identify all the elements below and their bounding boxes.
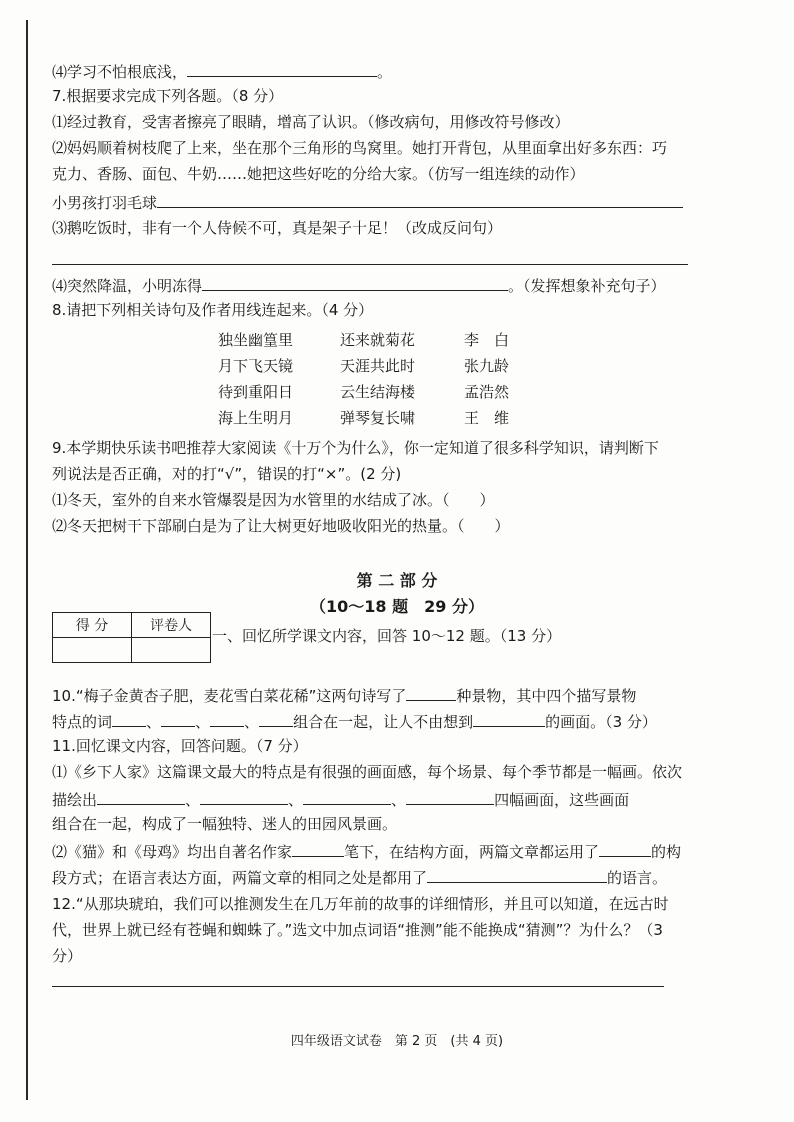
answer-blank[interactable] (97, 788, 185, 805)
poet-name-1: 李 白 (464, 331, 510, 349)
q10-text-f: 的画面。（3 分） (545, 713, 657, 731)
poem-line-4b: 弹琴复长啸 (340, 409, 416, 427)
q11-2-b: 笔下，在结构方面，两篇文章都运用了 (344, 843, 600, 861)
answer-blank[interactable] (406, 788, 494, 805)
page-footer: 四年级语文试卷 第 2 页 (共 4 页) (290, 1034, 504, 1049)
answer-blank[interactable] (157, 191, 683, 208)
q10-sep: 、 (146, 713, 162, 731)
q7-item-2-start: 小男孩打羽毛球 (52, 194, 158, 212)
q7-item-4 (52, 274, 666, 296)
q6-4-text: ⑷学习不怕根底浅， (52, 63, 188, 81)
answer-blank[interactable] (161, 710, 195, 727)
poem-line-1b: 还来就菊花 (340, 331, 416, 349)
answer-blank[interactable] (112, 710, 146, 727)
answer-blank[interactable] (473, 710, 545, 727)
q10-text-a: 10.“梅子金黄杏子肥，麦花雪白菜花稀”这两句诗写了 (52, 687, 407, 705)
score-cell[interactable] (53, 638, 132, 663)
q8-title: 8.请把下列相关诗句及作者用线连起来。（4 分） (52, 301, 374, 319)
q7-item-4-end: 。（发挥想象补充句子） (508, 277, 666, 295)
answer-blank[interactable] (187, 60, 377, 77)
q11-1-start: 描绘出 (52, 791, 98, 809)
answer-blank[interactable] (599, 840, 651, 857)
q7-item-2-line1: ⑵妈妈顺着树枝爬了上来，坐在那个三角形的鸟窝里。她打开背包，从里面拿出好多东西：巧 (52, 139, 668, 157)
answer-blank[interactable] (202, 274, 508, 291)
q10-line1 (52, 684, 636, 706)
q9-intro-line2: 列说法是否正确，对的打“√”，错误的打“×”。(2 分) (52, 465, 402, 483)
q12-line3: 分） (52, 947, 83, 965)
q11-2-a: ⑵《猫》和《母鸡》均出自著名作家 (52, 843, 293, 861)
q12-line1: 12.“从那块琥珀，我们可以推测发生在几万年前的故事的详细情形，并且可以知道，在远古时 (52, 895, 669, 913)
part-subtitle: （10～18 题 29 分） (310, 597, 484, 616)
q7-title: 7.根据要求完成下列各题。（8 分） (52, 87, 284, 105)
q9-item-1: ⑴冬天，室外的自来水管爆裂是因为水管里的水结成了冰。（ ） (52, 491, 495, 509)
poem-line-2a: 月下飞天镜 (218, 357, 294, 375)
q11-item-1-line1: ⑴《乡下人家》这篇课文最大的特点是有很强的画面感，每个场景、每个季节都是一幅画。依次 (52, 763, 683, 781)
grader-label: 评卷人 (132, 613, 211, 638)
q10-text-b: 种景物，其中四个描写景物 (456, 687, 637, 705)
answer-blank[interactable] (427, 866, 607, 883)
grader-cell[interactable] (132, 638, 211, 663)
answer-blank[interactable] (200, 788, 288, 805)
q11-item-2-line2 (52, 866, 667, 888)
q11-1-end: 四幅画面，这些画面 (494, 791, 630, 809)
q11-2-c: 的构 (651, 843, 682, 861)
q11-sep: 、 (185, 791, 201, 809)
q10-sep: 、 (195, 713, 211, 731)
answer-blank[interactable] (292, 840, 344, 857)
q7-item-2-line2: 克力、香肠、面包、牛奶……她把这些好吃的分给大家。（仿写一组连续的动作） (52, 165, 585, 183)
q11-sep: 、 (391, 791, 407, 809)
q9-item-2: ⑵冬天把树干下部刷白是为了让大树更好地吸收阳光的热量。（ ） (52, 517, 510, 535)
q11-sep: 、 (288, 791, 304, 809)
poem-line-1a: 独坐幽篁里 (218, 331, 294, 349)
q7-item-3: ⑶鹅吃饭时，非有一个人侍候不可，真是架子十足！（改成反问句） (52, 219, 503, 237)
poet-name-3: 孟浩然 (464, 383, 510, 401)
q10-text-c: 特点的词 (52, 713, 113, 731)
poem-line-2b: 天涯共此时 (340, 357, 416, 375)
q11-item-1-line2 (52, 788, 629, 810)
answer-line[interactable] (52, 986, 664, 987)
poem-line-3b: 云生结海楼 (340, 383, 416, 401)
binding-margin-line (26, 20, 28, 1100)
q9-intro-line1: 9.本学期快乐读书吧推荐大家阅读《十万个为什么》，你一定知道了很多科学知识，请判断下 (52, 439, 659, 457)
answer-blank[interactable] (210, 710, 244, 727)
q10-text-e: 组合在一起，让人不由想到 (293, 713, 474, 731)
q11-item-1-line3: 组合在一起，构成了一幅独特、迷人的田园风景画。 (52, 815, 398, 833)
poet-name-2: 张九龄 (464, 357, 510, 375)
q7-item-1: ⑴经过教育，受害者擦亮了眼睛，增高了认识。（修改病句，用修改符号修改） (52, 113, 570, 131)
poem-line-4a: 海上生明月 (218, 409, 294, 427)
q6-item-4 (52, 60, 392, 82)
q6-4-end: 。 (377, 63, 393, 81)
answer-blank[interactable] (406, 684, 456, 701)
q11-title: 11.回忆课文内容，回答问题。（7 分） (52, 737, 308, 755)
q10-sep: 、 (244, 713, 260, 731)
poet-name-4: 王 维 (464, 409, 510, 427)
part-title: 第 二 部 分 (356, 571, 438, 590)
score-label: 得 分 (53, 613, 132, 638)
q7-item-2-prompt (52, 191, 683, 213)
q11-2-e: 的语言。 (607, 869, 668, 887)
q11-item-2-line1 (52, 840, 681, 862)
poem-line-3a: 待到重阳日 (218, 383, 294, 401)
answer-blank[interactable] (303, 788, 391, 805)
q11-2-d: 段方式；在语言表达方面，两篇文章的相同之处是都用了 (52, 869, 428, 887)
q12-line2: 代，世界上就已经有苍蝇和蜘蛛了。”选文中加点词语“推测”能不能换成“猜测”？为什么？（3 (52, 921, 663, 939)
answer-blank[interactable] (259, 710, 293, 727)
score-table (52, 612, 211, 663)
answer-line[interactable] (52, 264, 688, 265)
section-heading: 一、回忆所学课文内容，回答 10～12 题。（13 分） (212, 627, 562, 645)
q10-line2 (52, 710, 657, 732)
q7-item-4-start: ⑷突然降温，小明冻得 (52, 277, 203, 295)
